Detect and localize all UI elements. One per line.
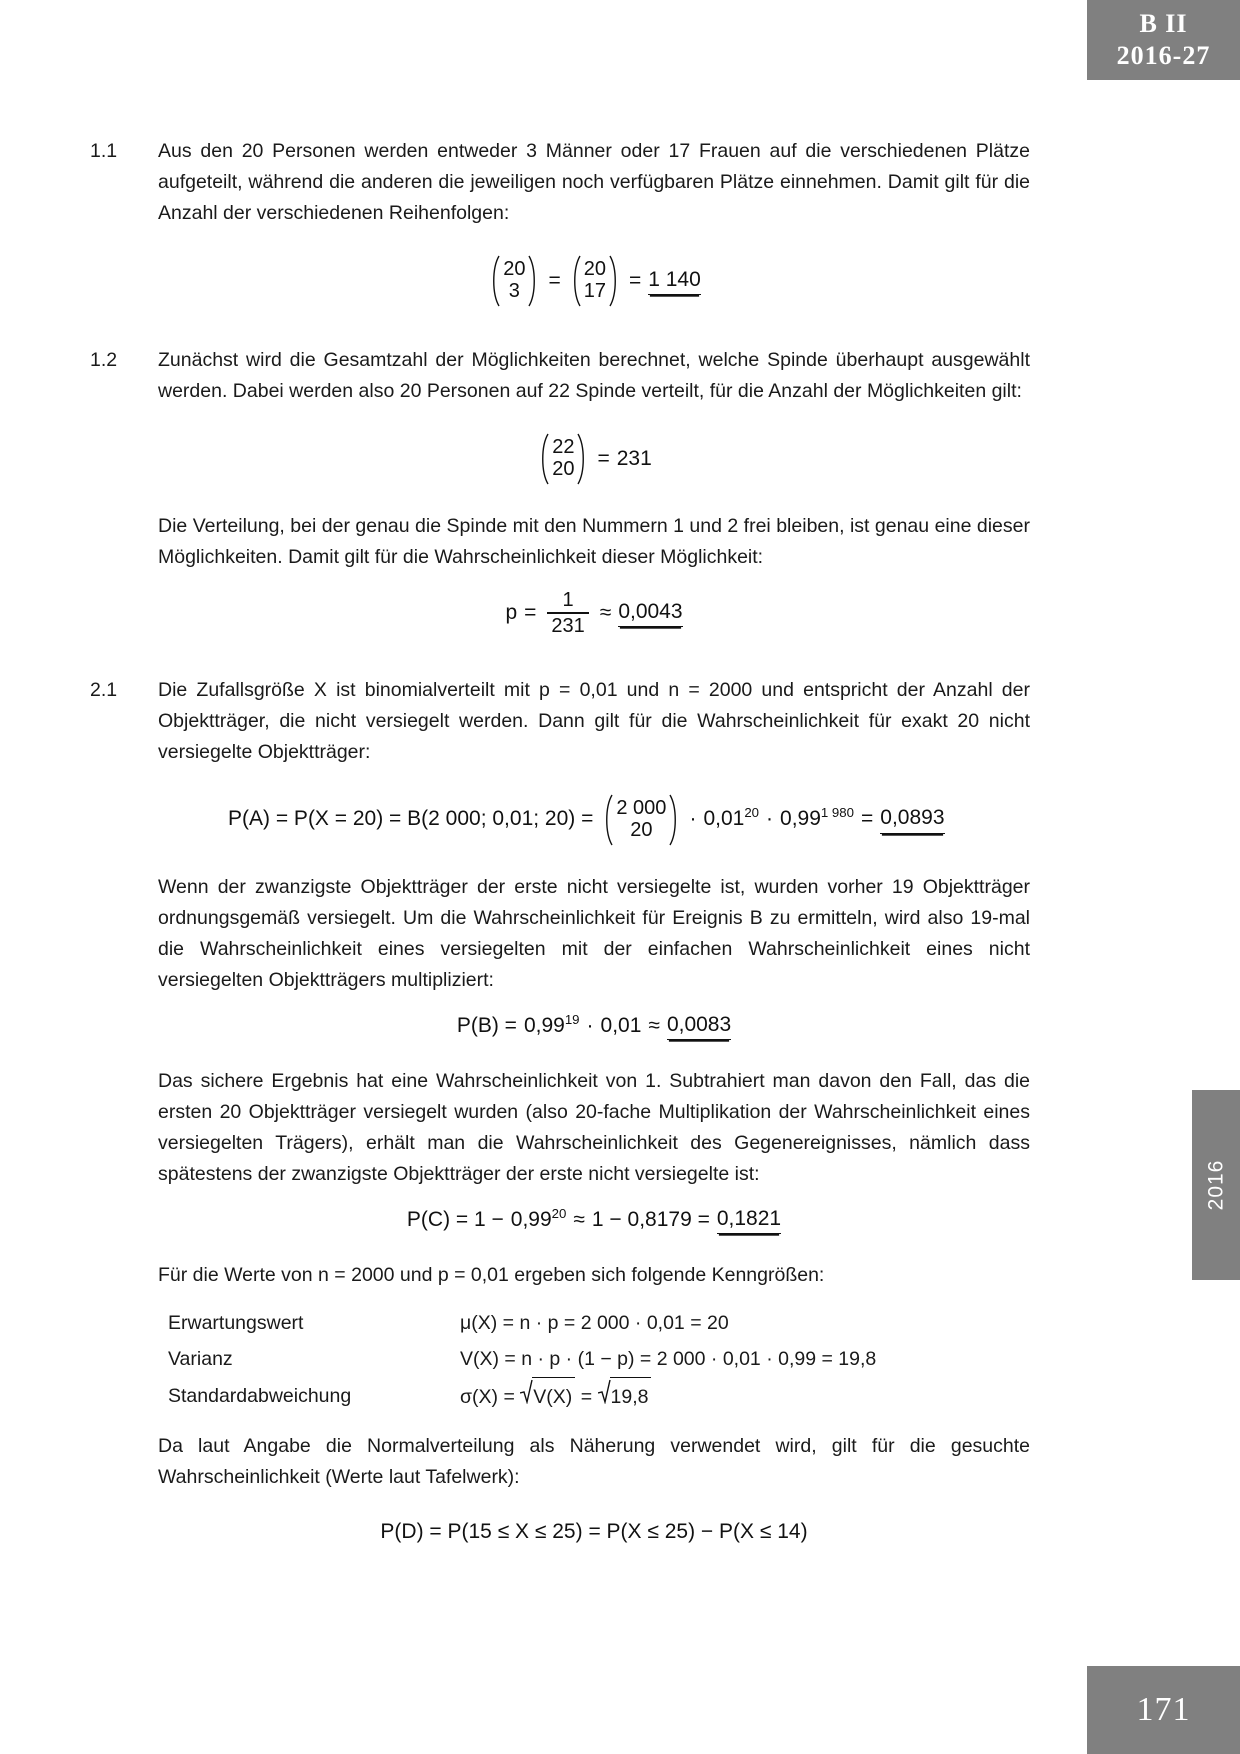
binom-bottom-1: 3 <box>508 280 520 302</box>
probability-symbol-p: p <box>505 600 518 624</box>
stats-row-erwartungswert <box>168 1305 1030 1341</box>
binom-bottom-2: 17 <box>583 280 606 302</box>
multiplication-dot-2: · <box>766 807 774 831</box>
task-1-2-body <box>158 345 1030 637</box>
task-2-1-paragraph-2: Wenn der zwanzigste Objektträger der erste nicht versiegelte ist, wurden vorher 19 Objektträger ordnungsgemäß versiegelt. Um die Wahrscheinlichkeit für Ereignis B zu ermitteln, wird also 19-mal die Wahrscheinlichkeit eines versiegelten mit der einfachen Wahrscheinlichkeit eines nicht versiegelten Objektträgers multipliziert: <box>158 875 1030 991</box>
page-number: 171 <box>1136 1691 1191 1728</box>
power-base-1: 0,01 <box>703 807 745 831</box>
formula-pb <box>158 1012 1030 1040</box>
power-exponent-2: 1 980 <box>820 805 854 821</box>
kenngroessen-table <box>158 1305 1030 1415</box>
formula-pa <box>158 794 1030 846</box>
task-2-1 <box>90 675 1030 1546</box>
formula-pa-lhs: P(A) = P(X = 20) = B(2 000; 0,01; 20) = <box>228 807 594 831</box>
formula-pb-lhs: P(B) = <box>456 1013 517 1037</box>
stats-value-erwartungswert: μ(X) = n · p = 2 000 · 0,01 = 20 <box>460 1312 729 1335</box>
formula-pd-text: P(D) = P(15 ≤ X ≤ 25) = P(X ≤ 25) − P(X ≤ 14) <box>380 1520 808 1544</box>
formula-result-1140: 1 140 <box>648 267 701 295</box>
radical-sign-icon <box>520 1378 533 1416</box>
stats-value-varianz: V(X) = n · p · (1 − p) = 2 000 · 0,01 · 0,99 = 19,8 <box>460 1348 877 1371</box>
approx-sign-1: ≈ <box>599 600 612 624</box>
power-term-2 <box>780 806 854 832</box>
binom-stack-3 <box>549 437 577 480</box>
right-paren-icon <box>609 255 620 307</box>
binom-top-4: 2 000 <box>616 797 667 819</box>
binom-stack-1 <box>500 259 528 302</box>
binom-top-1: 20 <box>503 258 526 281</box>
power-term-3 <box>524 1013 580 1039</box>
fraction-denominator: 231 <box>551 614 585 637</box>
binom-stack-2 <box>581 259 609 302</box>
header-badge-line2: 2016-27 <box>1116 41 1211 70</box>
page-number-footer <box>1087 1666 1240 1754</box>
formula-result-01821: 0,1821 <box>717 1206 781 1234</box>
task-1-2-paragraph-1: Zunächst wird die Gesamtzahl der Möglichkeiten berechnet, welche Spinde überhaupt ausgewählt werden. Dabei werden also 20 Personen auf 22 Spinde verteilt, für die Anzahl der Möglichkeiten gilt: <box>158 349 1030 402</box>
right-paren-icon <box>669 794 680 846</box>
formula-result-00083: 0,0083 <box>667 1012 731 1040</box>
formula-binom-20-3 <box>158 255 1030 307</box>
formula-pc-lhs: P(C) = 1 − <box>406 1207 504 1231</box>
equals-sign-4: = <box>524 600 537 624</box>
right-paren-icon <box>528 255 539 307</box>
stats-row-varianz <box>168 1341 1030 1377</box>
power-base-2: 0,99 <box>780 807 821 831</box>
power-exponent-1: 20 <box>744 805 760 821</box>
formula-result-00893: 0,0893 <box>880 805 944 833</box>
task-1-2-paragraph-2: Die Verteilung, bei der genau die Spinde mit den Nummern 1 und 2 frei bleiben, ist genau eine dieser Möglichkeiten. Damit gilt für die Wahrscheinlichkeit dieser Möglichkeit: <box>158 515 1030 568</box>
document-content <box>90 136 1030 1545</box>
binomial-coefficient-2000-20 <box>600 794 682 846</box>
task-1-1-paragraph-1: Aus den 20 Personen werden entweder 3 Männer oder 17 Frauen auf die verschiedenen Plätze aufgeteilt, während die anderen die jeweiligen noch verfügbaren Plätze einnehmen. Damit gilt für die Anzahl der verschiedenen Reihenfolgen: <box>158 140 1030 224</box>
left-paren-icon <box>602 794 613 846</box>
header-badge-line1: B II <box>1139 8 1188 38</box>
task-2-1-paragraph-4: Für die Werte von n = 2000 und p = 0,01 ergeben sich folgende Kenngrößen: <box>158 1264 825 1287</box>
binomial-coefficient-20-17 <box>568 255 622 307</box>
side-year-tab-label: 2016 <box>1204 1159 1227 1211</box>
stats-row-standardabweichung <box>168 1377 1030 1415</box>
formula-pc-middle: 1 − 0,8179 = <box>591 1207 710 1231</box>
square-root-1 <box>520 1377 575 1415</box>
task-2-1-body <box>158 675 1030 1546</box>
formula-pd <box>158 1519 1030 1545</box>
power-base-4: 0,99 <box>510 1207 552 1231</box>
formula-probability-p <box>158 589 1030 637</box>
task-2-1-paragraph-5: Da laut Angabe die Normalverteilung als Näherung verwendet wird, gilt für die gesuchte Wahrscheinlichkeit (Werte laut Tafelwerk): <box>158 1435 1030 1489</box>
left-paren-icon <box>570 255 581 307</box>
task-1-1-body <box>158 136 1030 307</box>
power-base-3: 0,99 <box>523 1013 565 1037</box>
radicand-2: 19,8 <box>610 1377 652 1415</box>
binom-bottom-4: 20 <box>630 818 653 841</box>
approx-sign-2: ≈ <box>648 1013 660 1037</box>
right-paren-icon <box>577 433 588 485</box>
power-exponent-3: 19 <box>564 1011 580 1027</box>
stats-value-standardabweichung <box>460 1377 1030 1415</box>
power-term-1 <box>703 806 759 832</box>
task-2-1-paragraph-3: Das sichere Ergebnis hat eine Wahrscheinlichkeit von 1. Subtrahiert man davon den Fall, das die ersten 20 Objektträger versiegelt wurden (also 20-fache Multiplikation der Wahrscheinlichkeit eines versiegelten Trägers), erhält man die Wahrscheinlichkeit des Gegenereignisses, nämlich dass spätestens der zwanzigste Objektträger der erste nicht versiegelte ist: <box>158 1069 1030 1185</box>
task-1-2-number: 1.2 <box>90 349 118 371</box>
equals-sign-6: = <box>580 1386 593 1409</box>
power-term-4 <box>511 1207 567 1233</box>
formula-pc <box>158 1206 1030 1234</box>
binom-top-3: 22 <box>552 436 575 459</box>
approx-sign-3: ≈ <box>573 1207 585 1231</box>
equals-sign-3: = <box>597 446 610 470</box>
stats-label-standardabweichung: Standardabweichung <box>168 1385 352 1408</box>
left-paren-icon <box>538 433 549 485</box>
binomial-coefficient-20-3 <box>487 255 541 307</box>
task-1-1 <box>90 136 1030 307</box>
formula-pb-factor: 0,01 <box>600 1013 642 1037</box>
fraction-numerator: 1 <box>562 589 574 611</box>
multiplication-dot-1: · <box>689 807 697 831</box>
task-2-1-number: 2.1 <box>90 678 118 701</box>
binom-top-2: 20 <box>583 258 606 281</box>
left-paren-icon <box>489 255 500 307</box>
formula-binom-22-20 <box>158 433 1030 485</box>
formula-result-231: 231 <box>616 446 652 470</box>
task-2-1-paragraph-1: Die Zufallsgröße X ist binomialverteilt mit p = 0,01 und n = 2000 und entspricht der Anzahl der Objektträger, die nicht versiegelt werden. Dann gilt für die Wahrscheinlichkeit für exakt 20 nicht versiegelte Objektträger: <box>158 678 1030 763</box>
power-exponent-4: 20 <box>551 1205 567 1221</box>
task-1-2 <box>90 345 1030 637</box>
multiplication-dot-3: · <box>586 1013 594 1037</box>
header-badge <box>1087 0 1240 80</box>
formula-result-00043: 0,0043 <box>618 599 682 627</box>
equals-sign-5: = <box>861 807 874 831</box>
binomial-coefficient-22-20 <box>536 433 590 485</box>
side-year-tab <box>1192 1090 1240 1280</box>
binom-stack-4 <box>613 798 669 841</box>
sigma-lhs: σ(X) = <box>460 1386 515 1409</box>
stats-label-varianz: Varianz <box>168 1348 233 1371</box>
equals-sign-2: = <box>628 268 642 292</box>
binom-bottom-3: 20 <box>552 458 575 480</box>
square-root-2 <box>598 1377 652 1415</box>
fraction-1-over-231 <box>543 589 592 637</box>
task-1-1-number: 1.1 <box>90 140 118 162</box>
stats-label-erwartungswert: Erwartungswert <box>168 1312 304 1335</box>
radical-sign-icon <box>598 1378 611 1416</box>
radicand-1: V(X) <box>532 1377 575 1415</box>
equals-sign-1: = <box>548 268 561 292</box>
